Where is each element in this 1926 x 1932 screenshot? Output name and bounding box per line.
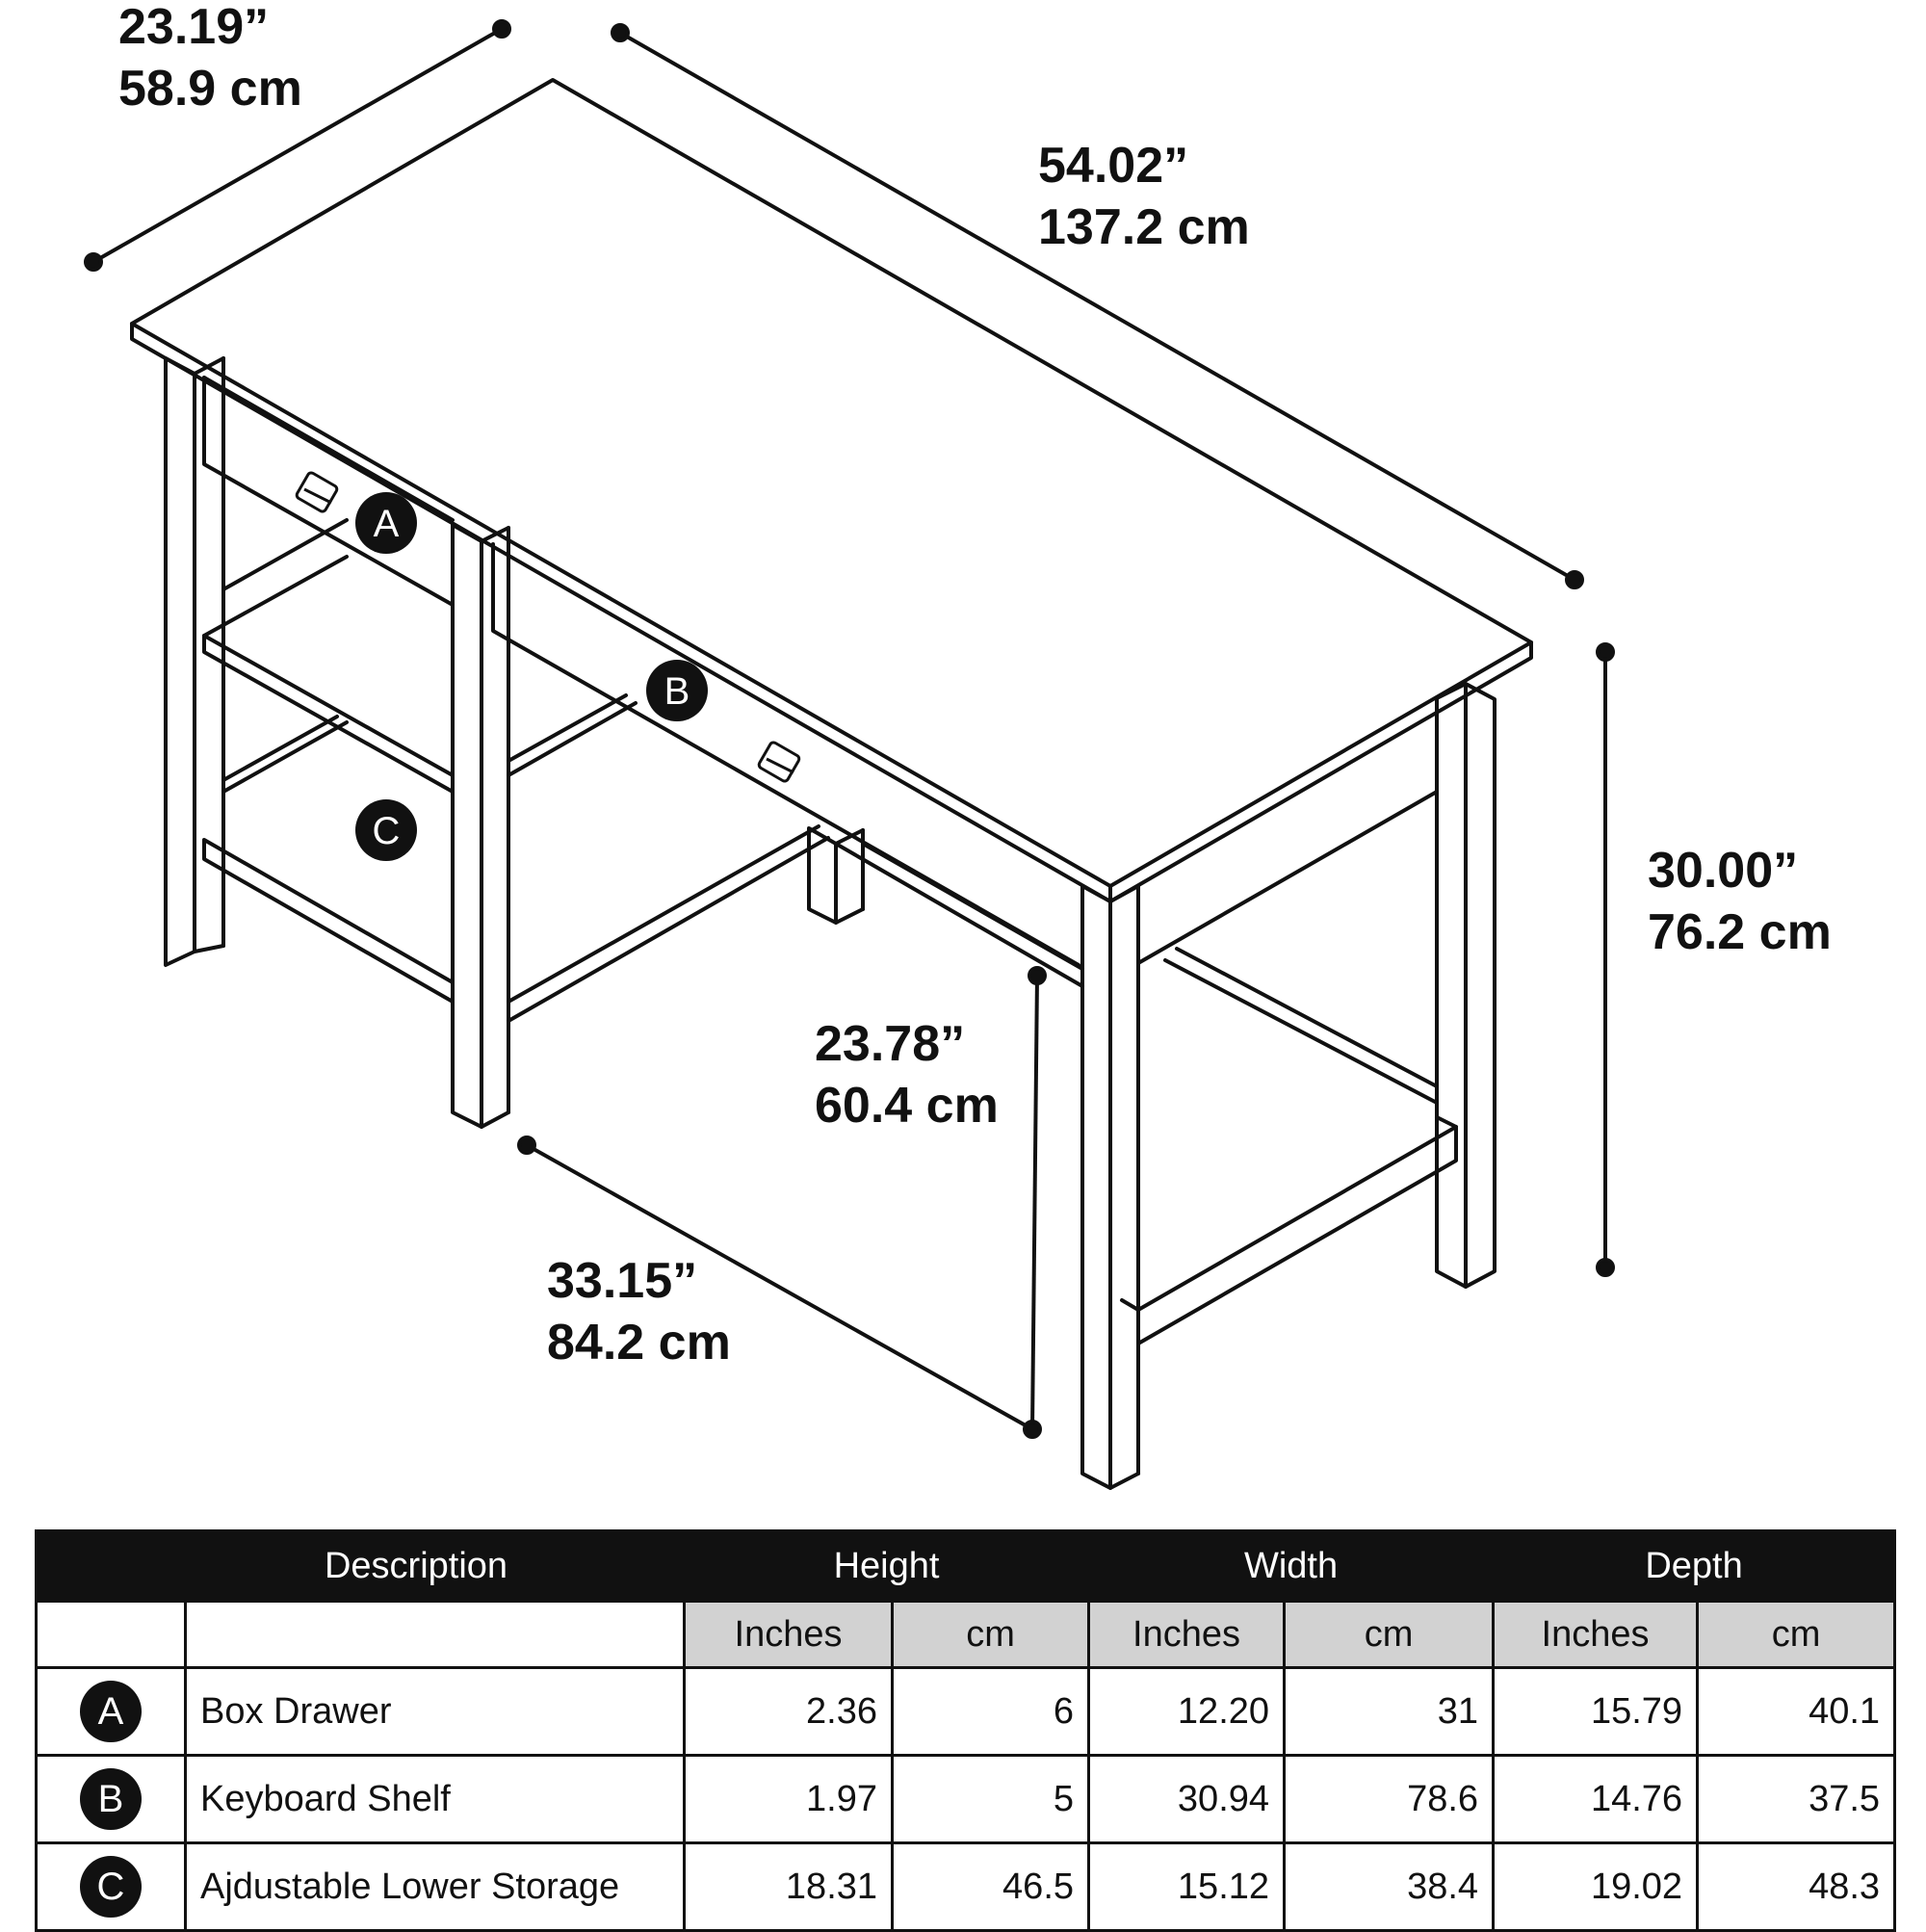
desk-top	[132, 80, 1531, 886]
header-description: Description	[37, 1531, 685, 1602]
row-width-cm: 31	[1285, 1668, 1494, 1756]
callout-a-label: A	[373, 503, 400, 545]
header-depth-cm: cm	[1698, 1602, 1895, 1668]
row-height-inches: 1.97	[685, 1756, 893, 1843]
row-width-cm: 38.4	[1285, 1843, 1494, 1931]
header-blank-badge	[37, 1602, 186, 1668]
leg-center	[453, 525, 482, 1127]
row-badge-b: B	[80, 1768, 142, 1830]
row-description: Box Drawer	[186, 1668, 685, 1756]
callout-c	[355, 799, 417, 861]
row-depth-inches: 19.02	[1494, 1843, 1698, 1931]
row-depth-inches: 14.76	[1494, 1756, 1698, 1843]
header-width-cm: cm	[1285, 1602, 1494, 1668]
header-depth: Depth	[1494, 1531, 1895, 1602]
callout-a	[355, 492, 417, 554]
knee-height-dimension-label	[815, 1013, 999, 1136]
knee-width-dimension-label	[547, 1250, 731, 1373]
callout-b	[646, 660, 708, 721]
width-cm: 137.2 cm	[1038, 199, 1250, 255]
leg-front-left	[166, 358, 195, 965]
row-depth-cm: 40.1	[1698, 1668, 1895, 1756]
depth-dimension-label	[118, 0, 302, 119]
row-depth-cm: 37.5	[1698, 1756, 1895, 1843]
height-dimension-label	[1648, 840, 1832, 963]
row-width-inches: 15.12	[1089, 1843, 1285, 1931]
width-inches: 54.02”	[1038, 138, 1189, 194]
lower-shelf	[204, 840, 453, 1002]
knee-width-cm: 84.2 cm	[547, 1315, 731, 1371]
dimensions-table	[35, 1529, 1896, 1932]
right-stretcher	[1138, 1127, 1456, 1344]
header-height: Height	[685, 1531, 1089, 1602]
row-width-cm: 78.6	[1285, 1756, 1494, 1843]
table-row	[37, 1756, 1895, 1843]
row-width-inches: 30.94	[1089, 1756, 1285, 1843]
row-width-inches: 12.20	[1089, 1668, 1285, 1756]
row-height-cm: 46.5	[893, 1843, 1089, 1931]
header-width: Width	[1089, 1531, 1494, 1602]
knee-height-inches: 23.78”	[815, 1016, 966, 1072]
depth-cm: 58.9 cm	[118, 61, 302, 117]
table-row	[37, 1843, 1895, 1931]
header-height-inches: Inches	[685, 1602, 893, 1668]
header-blank-description	[186, 1602, 685, 1668]
knee-height-cm: 60.4 cm	[815, 1078, 999, 1134]
row-height-inches: 2.36	[685, 1668, 893, 1756]
row-height-cm: 5	[893, 1756, 1089, 1843]
row-description: Keyboard Shelf	[186, 1756, 685, 1843]
table-row	[37, 1668, 1895, 1756]
header-width-inches: Inches	[1089, 1602, 1285, 1668]
header-height-cm: cm	[893, 1602, 1089, 1668]
callout-b-label: B	[664, 670, 690, 713]
drawer-a-handle-icon	[296, 472, 338, 513]
row-depth-cm: 48.3	[1698, 1843, 1895, 1931]
row-badge-a: A	[80, 1681, 142, 1742]
callout-c-label: C	[372, 810, 401, 852]
height-cm: 76.2 cm	[1648, 904, 1832, 960]
width-dimension-label	[1038, 135, 1250, 258]
drawer-b-handle-icon	[758, 742, 800, 783]
row-height-cm: 6	[893, 1668, 1089, 1756]
row-height-inches: 18.31	[685, 1843, 893, 1931]
row-depth-inches: 15.79	[1494, 1668, 1698, 1756]
depth-inches: 23.19”	[118, 0, 270, 55]
row-description: Ajdustable Lower Storage	[186, 1843, 685, 1931]
knee-width-inches: 33.15”	[547, 1253, 698, 1309]
height-inches: 30.00”	[1648, 843, 1799, 899]
leg-front-right	[1082, 886, 1110, 1488]
row-badge-c: C	[80, 1856, 142, 1918]
header-depth-inches: Inches	[1494, 1602, 1698, 1668]
